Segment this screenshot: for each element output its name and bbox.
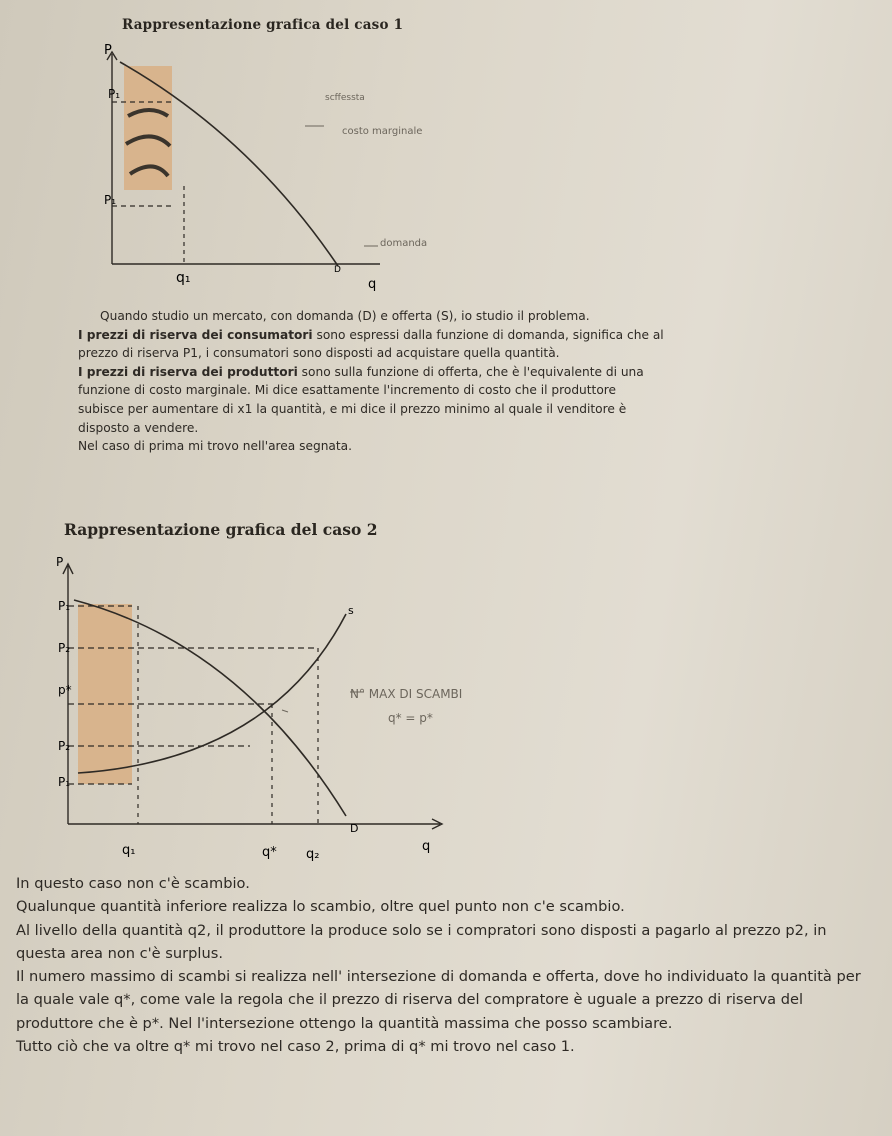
graph1-p1-top-label: P₁	[108, 87, 121, 101]
text2-p3: Al livello della quantità q2, il produttore la produce solo se i compratori sono disposti a pagarlo al prezzo p2, in questa area non c'è surplus.	[16, 921, 827, 962]
graph1-title: Rappresentazione grafica del caso 1	[122, 17, 404, 33]
text1-line6: subisce per aumentare di x1 la quantità, e mi dice il prezzo minimo al quale il venditore è	[78, 401, 627, 416]
text1-producers-rest: sono sulla funzione di offerta, che è l'equivalente di una	[297, 364, 644, 379]
text2-p4: Il numero massimo di scambi si realizza nell' intersezione di domanda e offerta, dove ho individuato la quantità per la quale vale q*, come vale la regola che il prezzo di riserva del compratore è uguale a prezzo di riserva del produttore che è p*. Nel l'intersezione ottengo la quantità massima che posso scambiare.	[16, 968, 861, 1032]
graph2-d-label: D	[350, 822, 359, 835]
graph1-demand-note: domanda	[380, 238, 428, 249]
graph2-q-label: q	[422, 839, 431, 854]
graph1-cost-note: costo marginale	[342, 126, 423, 137]
graph2-qstar-label: q*	[262, 845, 277, 860]
text2-p1: In questo caso non c'è scambio.	[16, 875, 250, 892]
text1-line1: Quando studio un mercato, con domanda (D) e offerta (S), io studio il problema.	[100, 309, 590, 323]
text1-line4	[78, 363, 813, 382]
graph1-q1-label: q₁	[176, 270, 191, 286]
text1-line7: disposto a vendere.	[78, 420, 199, 435]
graph2-q2-label: q₂	[306, 847, 320, 862]
graph2-p1b-label: P₁	[58, 775, 71, 789]
text1-line2	[78, 326, 813, 345]
graph2-p2-label: P₂	[58, 641, 71, 655]
graph2	[50, 548, 610, 868]
graph2-shaded-area	[78, 604, 132, 784]
graph2-title: Rappresentazione grafica del caso 2	[64, 520, 378, 539]
text-block-1	[78, 307, 813, 456]
graph2-p1-label: P₁	[58, 599, 71, 613]
graph2-max-note: N° MAX DI SCAMBI	[350, 687, 463, 701]
graph2-s-label: s	[348, 604, 354, 617]
graph1-p1-label: P₁	[104, 193, 117, 207]
text1-line8: Nel caso di prima mi trovo nell'area segnata.	[78, 439, 353, 454]
graph1-d-label: D	[334, 265, 341, 275]
graph2-p-label: P	[56, 555, 64, 569]
graph1	[80, 36, 550, 296]
graph2-pstar-label: p*	[58, 683, 72, 697]
graph2-q1-label: q₁	[122, 843, 136, 858]
text2-p2: Qualunque quantità inferiore realizza lo scambio, oltre quel punto non c'e scambio.	[16, 898, 625, 916]
graph1-supply-note: scffessta	[325, 93, 365, 103]
text1-consumers-rest: sono espressi dalla funzione di domanda, significa che al	[312, 327, 664, 342]
text2-p5: Tutto ciò che va oltre q* mi trovo nel caso 2, prima di q* mi trovo nel caso 1.	[16, 1038, 575, 1056]
text1-line3: prezzo di riserva P1, i consumatori sono disposti ad acquistare quella quantità.	[78, 346, 560, 361]
text1-consumers-bold: I prezzi di riserva dei consumatori	[78, 327, 313, 342]
graph2-eq-note: q* = p*	[388, 711, 433, 725]
graph1-q-label: q	[368, 277, 377, 292]
text1-line5: funzione di costo marginale. Mi dice esattamente l'incremento di costo che il produttore	[78, 383, 617, 398]
graph1-p-label: P	[104, 43, 112, 58]
graph2-p2b-label: P₂	[58, 739, 71, 753]
text-block-2	[16, 872, 876, 1058]
text1-producers-bold: I prezzi di riserva dei produttori	[78, 364, 298, 379]
